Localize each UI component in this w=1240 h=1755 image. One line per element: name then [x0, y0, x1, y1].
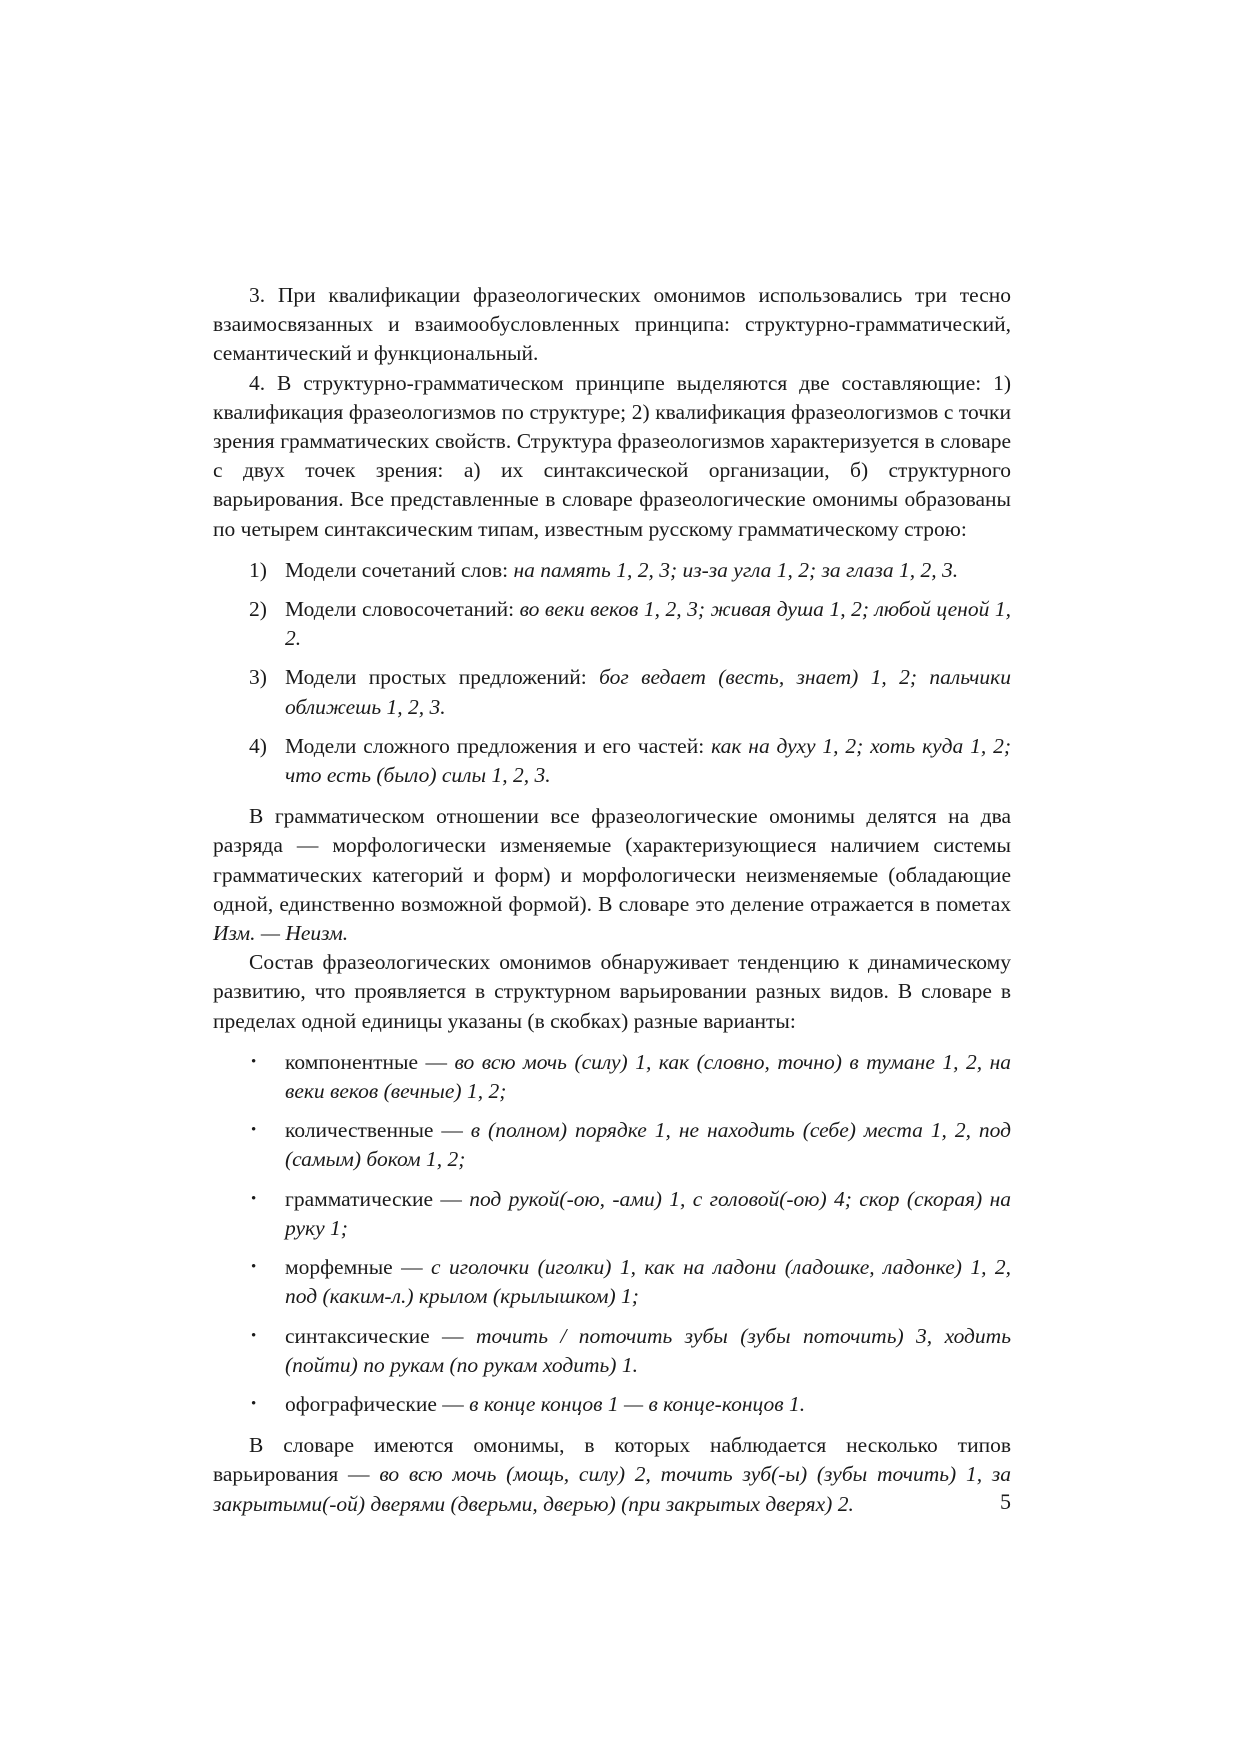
- list-item: [213, 1253, 1011, 1311]
- paragraph-multiple-variation: [213, 1431, 1011, 1519]
- list-item: [213, 1116, 1011, 1174]
- list-item: [213, 732, 1011, 790]
- list-item-label: Модели словосочетаний:: [285, 597, 520, 622]
- list-item-label: офографические —: [285, 1391, 470, 1416]
- paragraph-structural-grammatical: 4. В структурно-грамматическом принципе выделяются две составляющие: 1) квалификация фразеологизмов по структуре; 2) квалификация фразеологизмов с точки зрения грамматических свойств. Структура фразеологизмов характеризуется в словаре с двух точек зрения: а) их синтаксической организации, б) структурного варьирования. Все представленные в словаре фразеологические омонимы образованы по четырем синтаксическим типам, известным русскому грамматическому строю:: [213, 370, 1011, 541]
- list-item: [213, 663, 1011, 721]
- list-marker: 2): [249, 597, 267, 622]
- page-body: [213, 281, 1011, 1519]
- list-item-examples: с иголочки (иголки) 1, как на ладони (ладошке, ладонке) 1, 2, под (каким-л.) крылом (крылышком) 1;: [285, 1255, 1011, 1309]
- list-item: [213, 1048, 1011, 1106]
- paragraph-grammatical: [213, 802, 1011, 948]
- list-item-examples: точить / поточить зубы (зубы поточить) 3, ходить (пойти) по рукам (по рукам ходить) 1.: [285, 1323, 1011, 1377]
- list-item-examples: во всю мочь (силу) 1, как (словно, точно) в тумане 1, 2, на веки веков (вечные) 1, 2;: [285, 1049, 1011, 1104]
- list-item: [213, 1390, 1011, 1419]
- bullet-marker: •: [251, 1327, 257, 1344]
- list-item: [213, 1185, 1011, 1243]
- bullet-marker: •: [251, 1190, 257, 1207]
- list-item-examples: как на духу 1, 2; хоть куда 1, 2; что есть (было) силы 1, 2, 3.: [285, 733, 1011, 788]
- bullet-marker: •: [251, 1122, 257, 1139]
- list-item-examples: в (полном) порядке 1, не находить (себе) места 1, 2, под (самым) боком 1, 2;: [285, 1118, 1011, 1172]
- variation-types-list: [213, 1048, 1011, 1419]
- paragraph-multiple-variation-text: В словаре имеются омонимы, в которых наблюдается несколько типов варьирования —: [213, 1433, 1011, 1487]
- list-item-examples: на память 1, 2, 3; из-за угла 1, 2; за глаза 1, 2, 3.: [513, 557, 959, 582]
- list-item-label: Модели простых предложений:: [285, 665, 600, 690]
- paragraph-dynamic-variation: Состав фразеологических омонимов обнаруживает тенденцию к динамическому развитию, что проявляется в структурном варьировании разных видов. В словаре в пределах одной единицы указаны (в скобках) разные варианты:: [213, 950, 1011, 1033]
- multiple-variation-examples: во всю мочь (мощь, силу) 2, точить зуб(-ы) (зубы точить) 1, за закрытыми(-ой) дверями (дверьми, дверью) (при закрытых дверях) 2.: [213, 1462, 1011, 1516]
- list-item-examples: во веки веков 1, 2, 3; живая душа 1, 2; любой ценой 1, 2.: [285, 597, 1011, 651]
- grammar-marks: Изм. — Неизм.: [213, 921, 349, 946]
- paragraph-principles: 3. При квалификации фразеологических омонимов использовались три тесно взаимосвязанных и взаимообусловленных принципа: структурно-грамматический, семантический и функциональный.: [213, 283, 1011, 366]
- bullet-marker: •: [251, 1395, 257, 1412]
- list-item-label: морфемные —: [285, 1255, 431, 1280]
- list-marker: 1): [249, 557, 267, 582]
- list-item: [213, 1322, 1011, 1380]
- list-item-label: компонентные —: [285, 1049, 455, 1074]
- list-item-label: синтаксические —: [285, 1323, 476, 1348]
- list-item-label: Модели сложного предложения и его частей:: [285, 733, 712, 758]
- page-number: 5: [1000, 1489, 1011, 1514]
- list-item-examples: под рукой(-ою, -ами) 1, с головой(-ою) 4; скор (скорая) на руку 1;: [285, 1186, 1011, 1240]
- list-item-label: количественные —: [285, 1118, 471, 1143]
- paragraph-grammatical-text: В грамматическом отношении все фразеологические омонимы делятся на два разряда — морфологически изменяемые (характеризующиеся наличием системы грамматических категорий и форм) и морфологически неизменяемые (обладающие одной, единственно возможной формой). В словаре это деление отражается в пометах: [213, 804, 1011, 916]
- bullet-marker: •: [251, 1259, 257, 1276]
- list-item-examples: бог ведает (весть, знает) 1, 2; пальчики оближешь 1, 2, 3.: [285, 665, 1011, 719]
- bullet-marker: •: [251, 1053, 257, 1070]
- list-item-label: грамматические —: [285, 1186, 470, 1211]
- list-item-label: Модели сочетаний слов:: [285, 557, 514, 582]
- list-item-examples: в конце концов 1 — в конце-концов 1.: [469, 1391, 806, 1416]
- syntactic-models-list: [213, 556, 1011, 790]
- list-marker: 3): [249, 665, 267, 690]
- list-item: [213, 595, 1011, 653]
- list-marker: 4): [249, 733, 267, 758]
- list-item: [213, 556, 1011, 585]
